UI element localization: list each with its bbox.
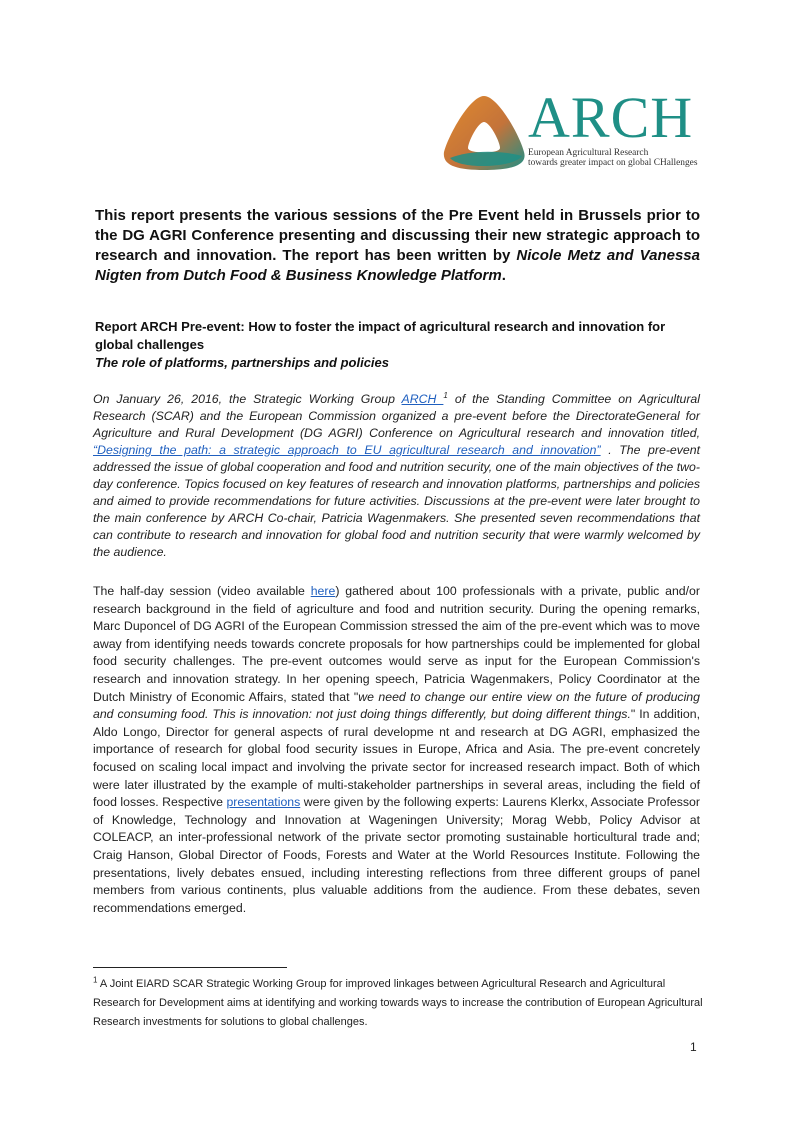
para2-text-3: " In addition, Aldo Longo, Director for general aspects of rural developme nt and research at DG AGRI, emphasized the importance of research for global food security issues in Europe, Africa and Asia. The pre-event concretely focused on scaling local impact and involving the private sector for increased research impact. Both of which were later illustrated by the example of multi-stakeholder partnerships in several areas, including the field of food losses. Respective	[93, 707, 700, 810]
para2-text-1: The half-day session (video available	[93, 584, 311, 598]
paragraph-event-summary	[93, 391, 700, 561]
logo-tagline-line2: towards greater impact on global CHallenges	[528, 158, 698, 168]
footnote-text: A Joint EIARD SCAR Strategic Working Group for improved linkages between Agricultural Research and Agricultural Research for Development aims at identifying and working towards ways to increase the contribution of European Agricultural Research investments for solutions to global challenges.	[93, 978, 703, 1028]
para2-text-2: ) gathered about 100 professionals with a private, public and/or research background in the field of agriculture and food and nutrition security. During the opening remarks, Marc Duponcel of DG AGRI of the European Commission stressed the aim of the pre-event which was to move away from identifying needs towards concrete proposals for how partnerships could be implemented for global food security challenges. The pre-event outcomes would serve as input for the European Commission's research and innovation strategy. In her opening speech, Patricia Wagenmakers, Policy Coordinator at the Dutch Ministry of Economic Affairs, stated that "	[93, 584, 700, 704]
video-here-link[interactable]: here	[310, 584, 336, 598]
logo-tagline-line1: European Agricultural Research	[528, 148, 649, 158]
presentations-link[interactable]: presentations	[226, 795, 301, 810]
para1-text-1: On January 26, 2016, the Strategic Working Group	[93, 392, 402, 406]
logo-wordmark: ARCH	[528, 85, 694, 150]
logo-tagline	[528, 148, 697, 168]
arch-triangle-icon	[440, 92, 528, 172]
page-number: 1	[690, 1040, 697, 1054]
intro-authors: Nicole Metz and Vanessa Nigten from Dutch Food & Business Knowledge Platform	[95, 247, 700, 284]
footnote-ref[interactable]: 1	[443, 390, 448, 400]
intro-paragraph	[95, 206, 700, 286]
intro-text: This report presents the various sessions of the Pre Event held in Brussels prior to the DG AGRI Conference presenting and discussing their new strategic approach to research and innovation. The report has been written by	[95, 207, 700, 264]
para1-text-2: of the Standing Committee on Agricultural Research (SCAR) and the European Commission organized a pre-event before the DirectorateGeneral for Agriculture and Rural Development (DG AGRI) Conference on Agricultural research and innovation titled,	[93, 392, 700, 440]
report-subtitle: The role of platforms, partnerships and policies	[95, 355, 389, 370]
para2-text-4: were given by the following experts: Laurens Klerkx, Associate Professor of Knowledge, Technology and Innovation at Wageningen University; Morag Webb, Policy Advisor at COLEACP, an inter-professional network of the private sector promoting sustainable horticultural trade and; Craig Hanson, Global Director of Foods, Forests and Water at the World Resources Institute. Following the presentations, lively debates ensued, including interesting reflections from three different groups of panel members from various continents, plus valuable additions from the audience. From these debates, seven recommendations emerged.	[93, 795, 700, 915]
arch-logo	[440, 85, 710, 172]
footnote-number: 1	[93, 975, 98, 985]
footnote-divider	[93, 967, 287, 968]
wagenmakers-quote: we need to change our entire view on the future of producing and consuming food. This is innovation: not just doing things differently, but doing different things.	[93, 689, 700, 722]
report-title: Report ARCH Pre-event: How to foster the impact of agricultural research and innovation for global challenges	[95, 319, 666, 352]
para1-text-3: . The pre-event addressed the issue of global cooperation and food and nutrition security, one of the main objectives of the two-day conference. Topics focused on key features of research and innovation platforms, partnerships and policies and aimed to provide recommendations for future activities. Discussions at the pre-event were later brought to the main conference by ARCH Co-chair, Patricia Wagenmakers. She presented seven recommendations that can contribute to research and innovation for global food and nutrition security that were warmly welcomed by the audience.	[93, 443, 700, 559]
footnote	[93, 975, 703, 1032]
conference-title-link[interactable]: “Designing the path: a strategic approach to EU agricultural research and innovation”	[93, 443, 601, 457]
arch-link[interactable]: ARCH	[401, 392, 444, 406]
intro-end: .	[501, 267, 506, 284]
paragraph-session-details	[93, 583, 700, 917]
